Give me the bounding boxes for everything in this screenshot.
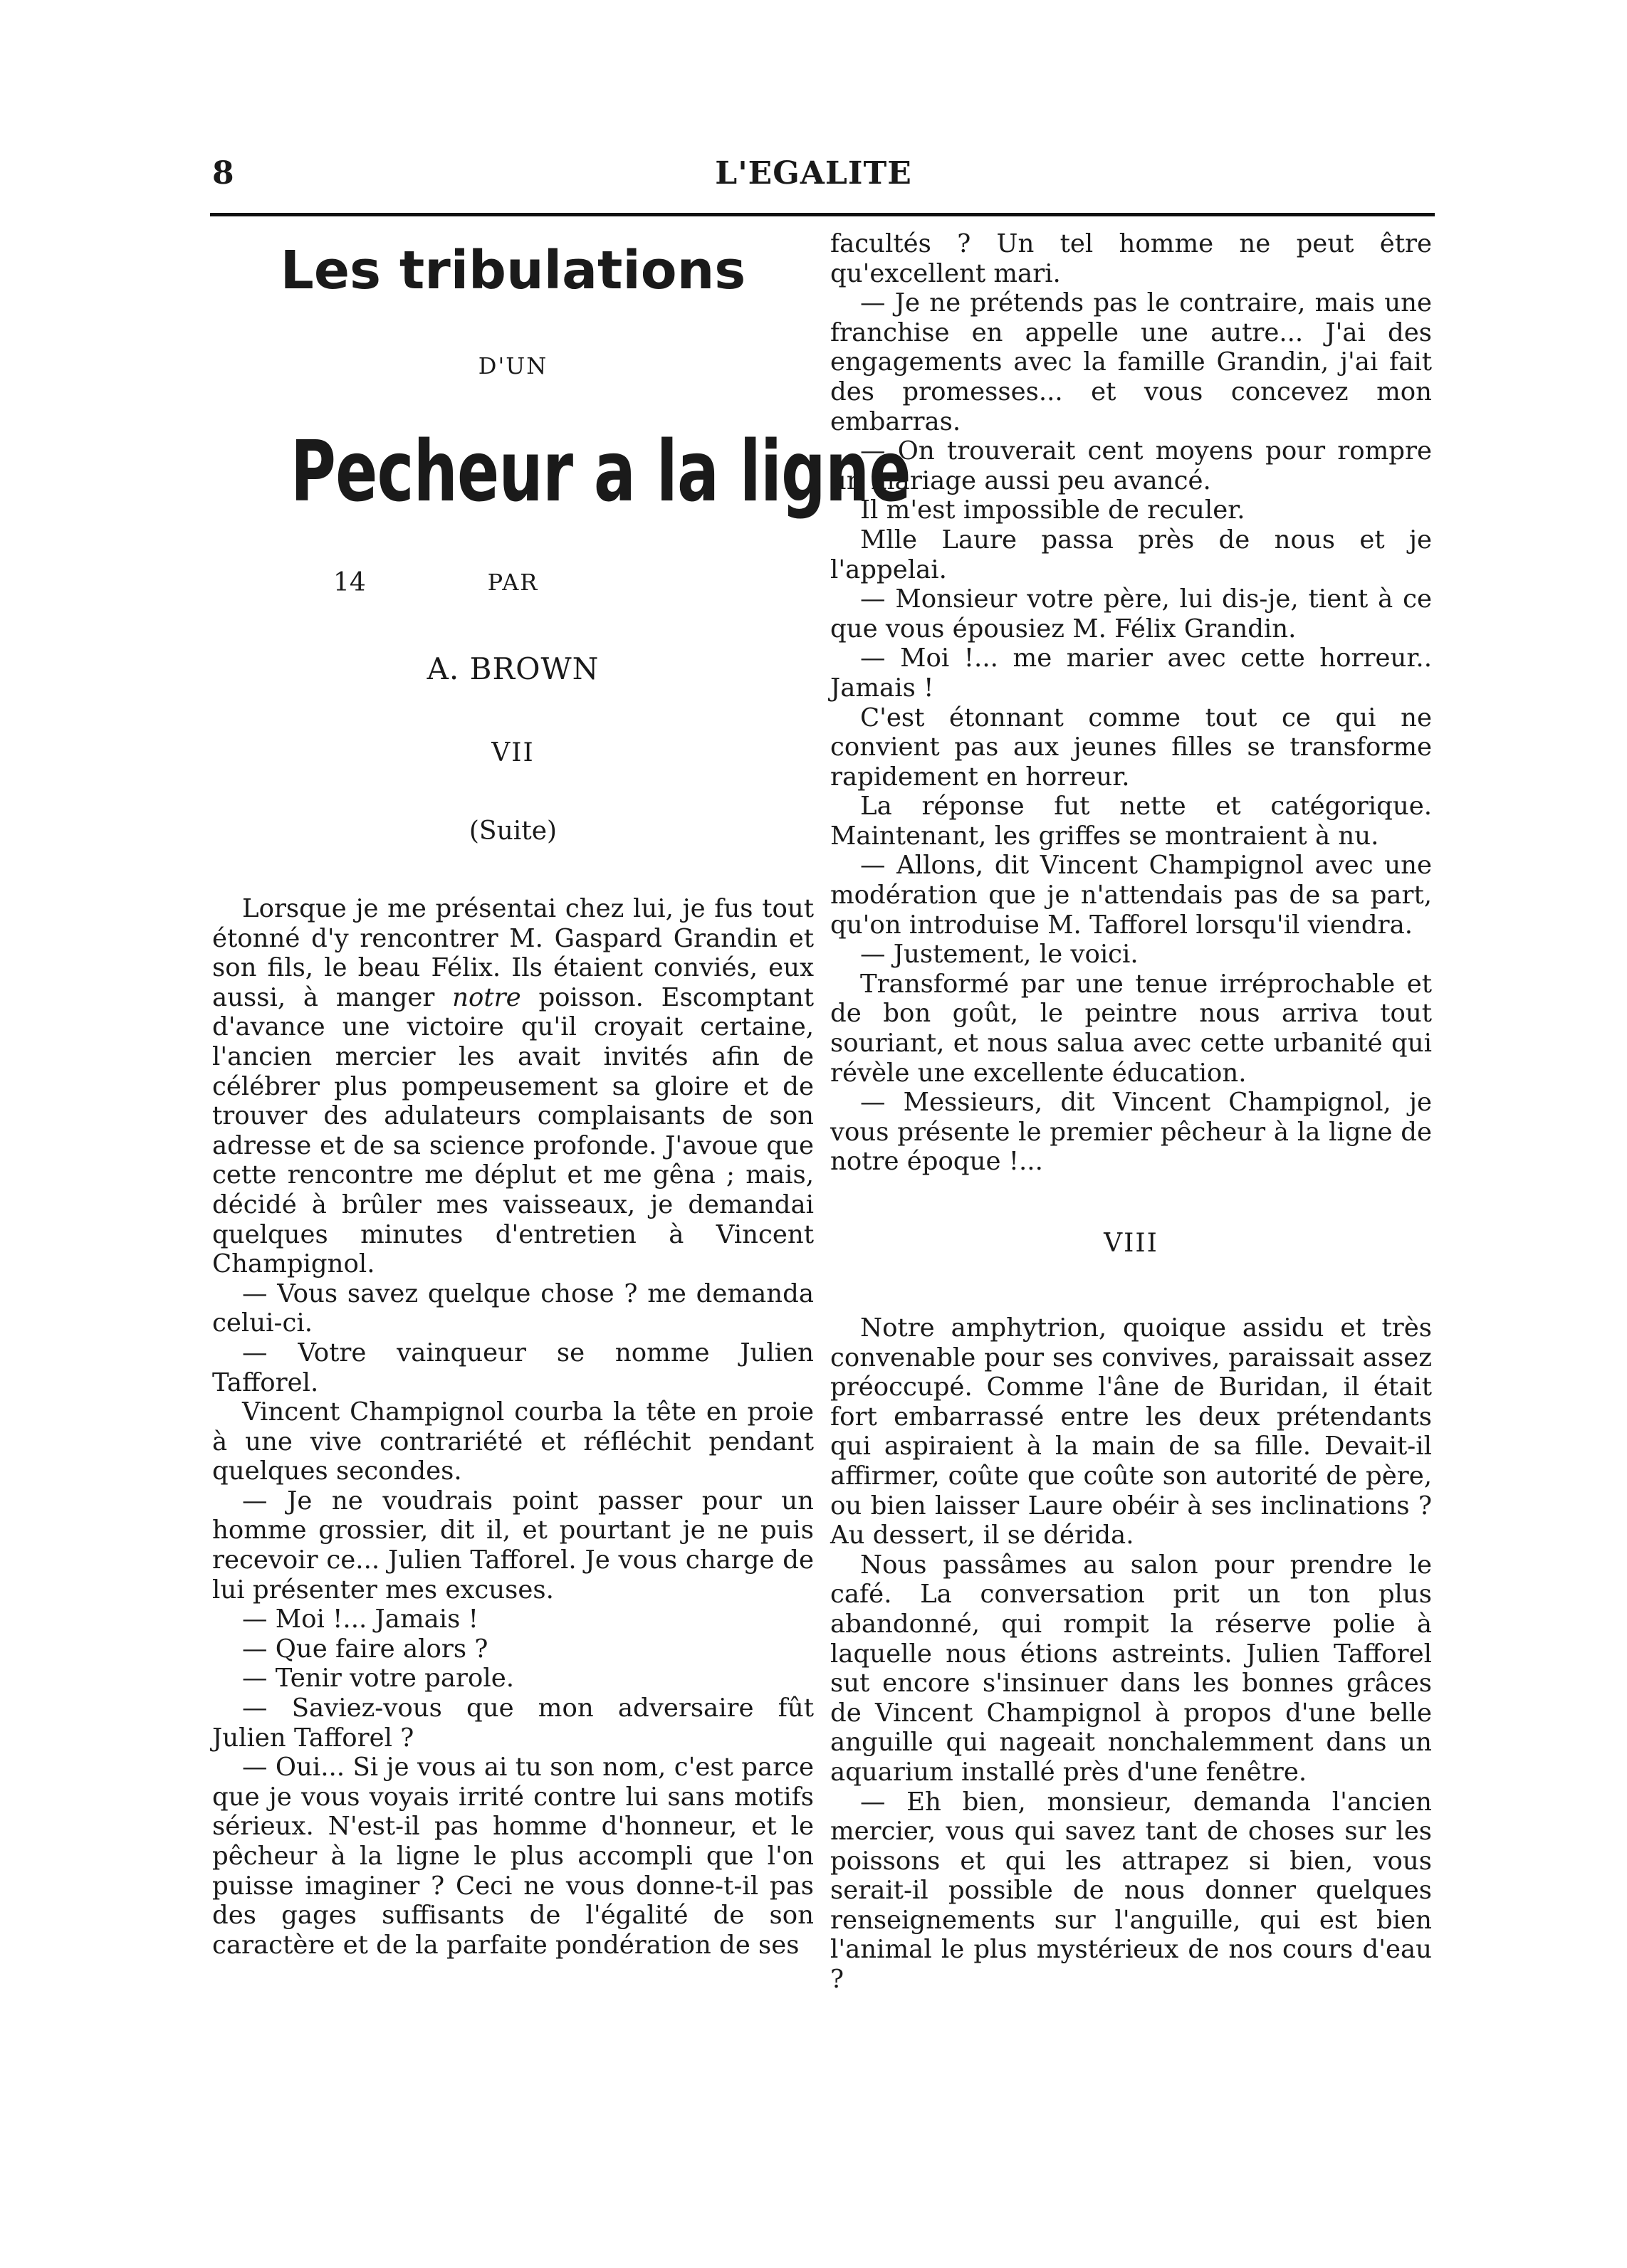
story-title-line1: Les tribulations: [280, 240, 746, 301]
paragraph: La réponse fut nette et catégorique. Maintenant, les griffes se montraient à nu.: [830, 792, 1432, 851]
chapter-heading-vii: VII: [491, 738, 535, 767]
paragraph: — Moi !... me marier avec cette horreur.. Jamais !: [830, 644, 1432, 703]
italic-word: notre: [452, 982, 521, 1012]
page-number: 8: [212, 155, 234, 191]
paragraph: Vincent Champignol courba la tête en proie à une vive contrariété et réfléchit pendant quelques secondes.: [212, 1397, 814, 1486]
right-column: [830, 229, 1432, 1995]
paragraph: — Oui... Si je vous ai tu son nom, c'est parce que je vous voyais irrité contre lui sans motifs sérieux. N'est-il pas homme d'honneur, et le pêcheur à la ligne le plus accompli que l'on puisse imaginer ? Ceci ne vous donne-t-il pas des gages suffisants de l'égalité de son caractère et de la parfaite pondération de ses: [212, 1753, 814, 1960]
story-title-line2: D'UN: [478, 352, 548, 379]
paragraph: — Je ne prétends pas le contraire, mais une franchise en appelle une autre... J'ai des engagements avec la famille Grandin, j'ai fait des promesses... et vous concevez mon embarras.: [830, 288, 1432, 436]
journal-title: L'EGALITE: [715, 155, 912, 191]
paragraph: Mlle Laure passa près de nous et je l'appelai.: [830, 525, 1432, 584]
paragraph: — Saviez-vous que mon adversaire fût Julien Tafforel ?: [212, 1694, 814, 1753]
text-run: Lorsque je me présentai chez lui, je fus tout étonné d'y rencontrer M. Gaspard Grandin et son fils, le beau Félix. Ils étaient conviés, eux aussi, à manger: [212, 894, 814, 1012]
paragraph: — Votre vainqueur se nomme Julien Tafforel.: [212, 1338, 814, 1397]
text-run: poisson. Escomptant d'avance une victoire qu'il croyait certaine, l'ancien mercier les avait invités afin de célébrer plus pompeusement sa gloire et de trouver des adulateurs complaisants de son adresse et de sa science profonde. J'avoue que cette rencontre me déplut et me gêna ; mais, décidé à brûler mes vaisseaux, je demandai quelques minutes d'entretien à Vincent Champignol.: [212, 982, 815, 1279]
paragraph: — Eh bien, monsieur, demanda l'ancien mercier, vous qui savez tant de choses sur les poissons et qui les attrapez si bien, vous serait-il possible de nous donner quelques renseignements sur l'anguille, qui est bien l'animal le plus mystérieux de nos cours d'eau ?: [830, 1787, 1432, 1995]
paragraph: — Tenir votre parole.: [242, 1664, 515, 1694]
chapter-heading-viii: VIII: [1104, 1229, 1158, 1258]
left-column: [212, 229, 911, 1960]
story-title-block: [212, 236, 911, 847]
paragraph: — On trouverait cent moyens pour rompre un mariage aussi peu avancé.: [830, 436, 1432, 495]
suite-label: (Suite): [469, 817, 558, 846]
paragraph: — Que faire alors ?: [242, 1634, 488, 1664]
header-rule: [210, 213, 1435, 216]
paragraph: — Vous savez quelque chose ? me demanda celui-ci.: [212, 1279, 814, 1338]
installment-number: 14: [333, 568, 366, 597]
paragraph: C'est étonnant comme tout ce qui ne convient pas aux jeunes filles se transforme rapidement en horreur.: [830, 703, 1432, 792]
paragraph: Transformé par une tenue irréprochable et de bon goût, le peintre nous arriva tout souriant, et nous salua avec cette urbanité qui révèle une excellente éducation.: [830, 969, 1432, 1088]
paragraph: — Allons, dit Vincent Champignol avec une modération que je n'attendais pas de sa part, qu'on introduise M. Tafforel lorsqu'il viendra.: [830, 851, 1432, 940]
paragraph: [212, 894, 814, 1279]
paragraph: — Monsieur votre père, lui dis-je, tient à ce que vous épousiez M. Félix Grandin.: [830, 584, 1432, 644]
story-title-line3: Pecheur a la ligne: [290, 422, 911, 520]
author-name: A. BROWN: [427, 651, 600, 686]
paragraph: Nous passâmes au salon pour prendre le café. La conversation prit un ton plus abandonné, qui rompit la réserve polie à laquelle nous étions astreints. Julien Tafforel sut encore s'insinuer dans les bonnes grâces de Vincent Champignol à propos d'une belle anguille qui nageait nonchalemment dans un aquarium installé près d'une fenêtre.: [830, 1550, 1432, 1787]
paragraph: — Je ne voudrais point passer pour un homme grossier, dit il, et pourtant je ne puis recevoir ce... Julien Tafforel. Je vous charge de lui présenter mes excuses.: [212, 1486, 814, 1605]
byline-par: PAR: [487, 569, 539, 596]
paragraph: — Moi !... Jamais !: [242, 1605, 478, 1634]
left-body-text: [212, 894, 814, 1960]
paragraph: Notre amphytrion, quoique assidu et très convenable pour ses convives, paraissait assez préoccupé. Comme l'âne de Buridan, il était fort embarrassé entre les deux prétendants qui aspiraient à la main de sa fille. Devait-il affirmer, coûte que coûte son autorité de père, ou bien laisser Laure obéir à ses inclinations ? Au dessert, il se dérida.: [830, 1313, 1432, 1550]
byline-row: [212, 568, 814, 599]
paragraph-continuation: facultés ? Un tel homme ne peut être qu'excellent mari.: [830, 229, 1432, 288]
paragraph: Il m'est impossible de reculer.: [860, 495, 1245, 525]
paragraph: — Messieurs, dit Vincent Champignol, je vous présente le premier pêcheur à la ligne de notre époque !...: [830, 1088, 1432, 1177]
paragraph: — Justement, le voici.: [860, 940, 1139, 970]
page-header: [206, 155, 1421, 205]
